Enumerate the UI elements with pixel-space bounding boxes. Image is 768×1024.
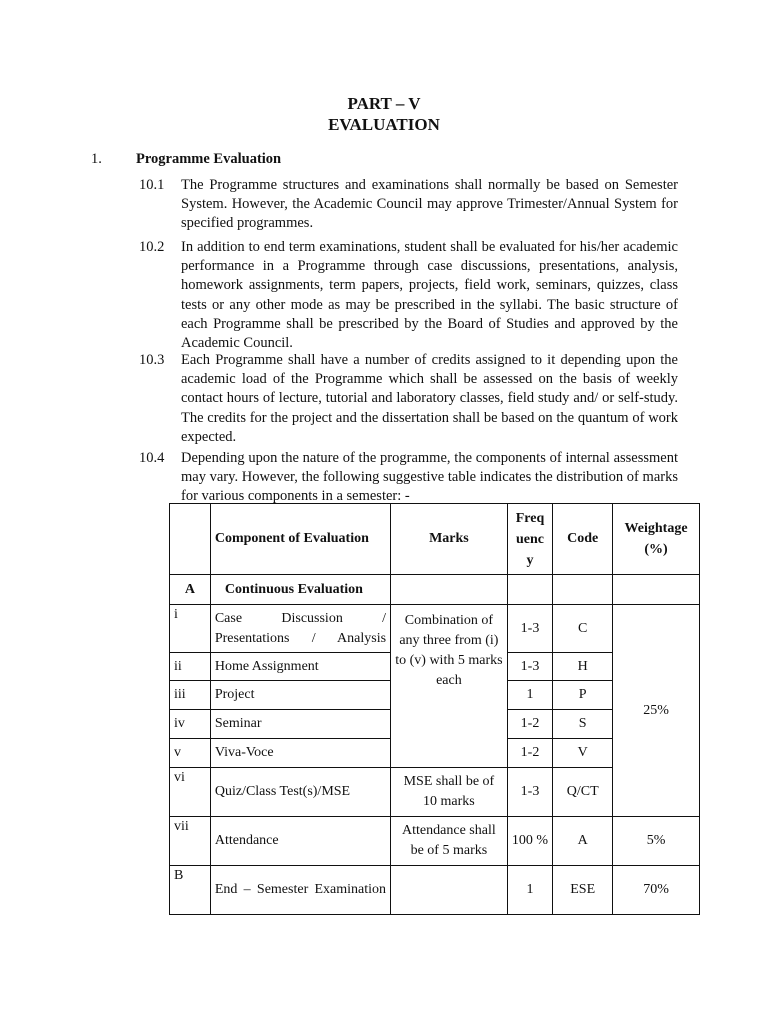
paragraph-number: 10.1 [139, 177, 165, 193]
table-row: vi Quiz/Class Test(s)/MSE MSE shall be of 10 marks 1-3 Q/CT [170, 768, 700, 817]
group-a-label: A [170, 575, 211, 605]
paragraph-number: 10.2 [139, 239, 165, 255]
paragraph-text: Depending upon the nature of the programme, the components of internal assessment may vary. However, the following suggestive table indicates the distribution of marks for various components in a semester: - [181, 450, 678, 505]
part-subtitle: EVALUATION [328, 115, 440, 134]
part-title: PART – V [347, 94, 421, 113]
header-code: Code [553, 504, 613, 575]
header-weightage: Weightage (%) [613, 504, 700, 575]
table-row: ii Home Assignment 1-3 H [170, 653, 700, 681]
paragraph-number: 10.3 [139, 352, 165, 368]
table-header-row [170, 504, 700, 575]
group-a-title: Continuous Evaluation [210, 575, 390, 605]
paragraph-text: The Programme structures and examinations shall normally be based on Semester System. However, the Academic Council may approve Trimester/Annual System for specified programmes. [181, 177, 678, 232]
evaluation-table [169, 503, 700, 915]
header-sno [170, 504, 211, 575]
paragraph-text: In addition to end term examinations, student shall be evaluated for his/her academic performance in a Programme through case discussions, presentations, analysis, homework assignments, term papers, projects, field work, seminars, quizzes, class tests or any other mode as may be prescribed in the syllabi. The basic structure of each Programme shall be prescribed by the Board of Studies and approved by the Academic Council. [181, 239, 678, 352]
section-number: 1. [91, 151, 102, 167]
table-row: vii Attendance Attendance shall be of 5 marks 100 % A 5% [170, 817, 700, 866]
paragraph-number: 10.4 [139, 450, 165, 466]
header-component: Component of Evaluation [210, 504, 390, 575]
header-marks: Marks [391, 504, 508, 575]
paragraph-text: Each Programme shall have a number of credits assigned to it depending upon the academic load of the Programme which shall be assessed on the basis of weekly contact hours of lecture, tutorial and laboratory classes, field study and/ or self-study. The credits for the project and the dissertation shall be based on the quantum of work expected. [181, 352, 678, 445]
table-row: iv Seminar 1-2 S [170, 710, 700, 739]
group-a-marks: Combination of any three from (i) to (v) with 5 marks each [391, 605, 508, 768]
table-row: B End – Semester Examination 1 ESE 70% [170, 866, 700, 915]
group-a-weightage: 25% [613, 605, 700, 817]
table-row: i Case Discussion / Presentations / Analysis Combination of any three from (i) to (v) with 5 marks each 1-3 C 25% [170, 605, 700, 653]
group-a-row [170, 575, 700, 605]
table-row: iii Project 1 P [170, 681, 700, 710]
section-title: Programme Evaluation [136, 151, 282, 167]
table-row: v Viva-Voce 1-2 V [170, 739, 700, 768]
header-frequency: Freq uenc y [507, 504, 553, 575]
